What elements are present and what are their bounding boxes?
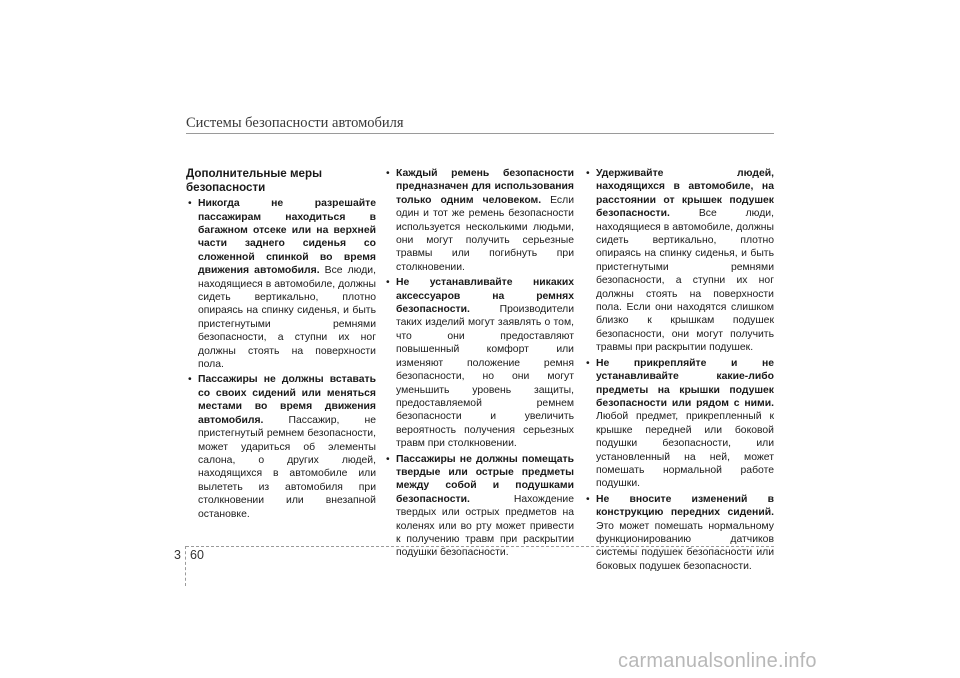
list-item xyxy=(584,167,774,355)
bullet-heading: Не вносите изменений в конструкцию передних сидений. xyxy=(596,493,774,519)
bullet-body: Любой предмет, прикрепленный к крышке передней или боковой подушки безопасности, или установленный на ней, может помешать нормальной работе подушки. xyxy=(596,411,774,490)
bullet-heading: Каждый ремень безопасности предназначен для использования только одним человеком. xyxy=(396,168,574,206)
section-title: Дополнительные меры безопасности xyxy=(186,167,322,194)
list-item xyxy=(384,453,574,560)
list-item xyxy=(584,357,774,491)
footer-rule xyxy=(186,546,774,547)
chapter-number: 3 xyxy=(174,548,181,562)
bullet-list-3 xyxy=(584,167,774,573)
list-item xyxy=(384,276,574,450)
bullet-body: Это может помешать нормальному функционированию датчиков системы подушек безопасности или боковых подушек безопасности. xyxy=(596,520,774,572)
column-2 xyxy=(384,167,574,562)
watermark-link[interactable]: carmanualsonline.info xyxy=(618,650,817,672)
list-item xyxy=(186,197,376,371)
footer-margin-line xyxy=(185,546,186,586)
page-header-title: Системы безопасности автомобиля xyxy=(186,115,404,131)
bullet-heading: Пассажиры не должны вставать со своих сидений или меняться местами во время движения автомобиля. xyxy=(198,374,376,426)
header-rule xyxy=(186,133,774,134)
bullet-body: Пассажир, не пристегнутый ремнем безопасности, может удариться об элементы салона, о других людей, находящихся в автомобиле или вылететь из автомобиля при столкновении или внезапной остановке. xyxy=(198,414,376,520)
column-1 xyxy=(186,167,376,523)
bullet-list-1 xyxy=(186,197,376,521)
list-item xyxy=(584,493,774,573)
page-number: 60 xyxy=(190,548,204,562)
column-3 xyxy=(584,167,774,575)
bullet-heading: Не устанавливайте никаких аксессуаров на ремнях безопасности. xyxy=(396,277,574,316)
bullet-body: Нахождение твердых или острых предметов на коленях или во рту может привести к получению травм при раскрытии подушки безопасности. xyxy=(396,493,574,559)
bullet-heading: Удерживайте людей, находящихся в автомобиле, на расстоянии от крышек подушек безопасности. xyxy=(596,168,774,220)
bullet-body: Производители таких изделий могут заявлять о том, что они предоставляют повышенный комфорт или изменяют положение ремня безопасности, но они могут уменьшить уровень защиты, предоставляемой ремнем безопасности и увеличить вероятность получения серьезных травм при столкновении. xyxy=(396,304,574,450)
bullet-heading: Пассажиры не должны помещать твердые или острые предметы между собой и подушками безопасности. xyxy=(396,453,574,505)
bullet-heading: Никогда не разрешайте пассажирам находиться в багажном отсеке или на верхней части заднего сиденья со сложенной спинкой во время движения автомобиля. xyxy=(198,198,376,277)
bullet-body: Все люди, находящиеся в автомобиле, должны сидеть вертикально, плотно опираясь на спинку сиденья, и быть пристегнутыми ремнями безопасности, а ступни их ног должны стоять на поверхности пола. xyxy=(198,265,377,371)
bullet-body: Все люди, находящиеся в автомобиле, должны сидеть вертикально, плотно опираясь на спинку сиденья, и быть пристегнутыми ремнями безопасности, а ступни их ног должны стоять на поверхности пола. Если они находятся слишком близко к крышкам подушек безопасности, они могут получить травмы при раскрытии подушек. xyxy=(596,208,774,354)
list-item xyxy=(384,167,574,274)
bullet-list-2 xyxy=(384,167,574,560)
bullet-heading: Не прикрепляйте и не устанавливайте какие-либо предметы на крышки подушек безопасности или рядом с ними. xyxy=(596,357,774,409)
list-item xyxy=(186,373,376,520)
bullet-body: Если один и тот же ремень безопасности используется несколькими людьми, они могут получить серьезные травмы или погибнуть при столкновении. xyxy=(396,194,574,273)
